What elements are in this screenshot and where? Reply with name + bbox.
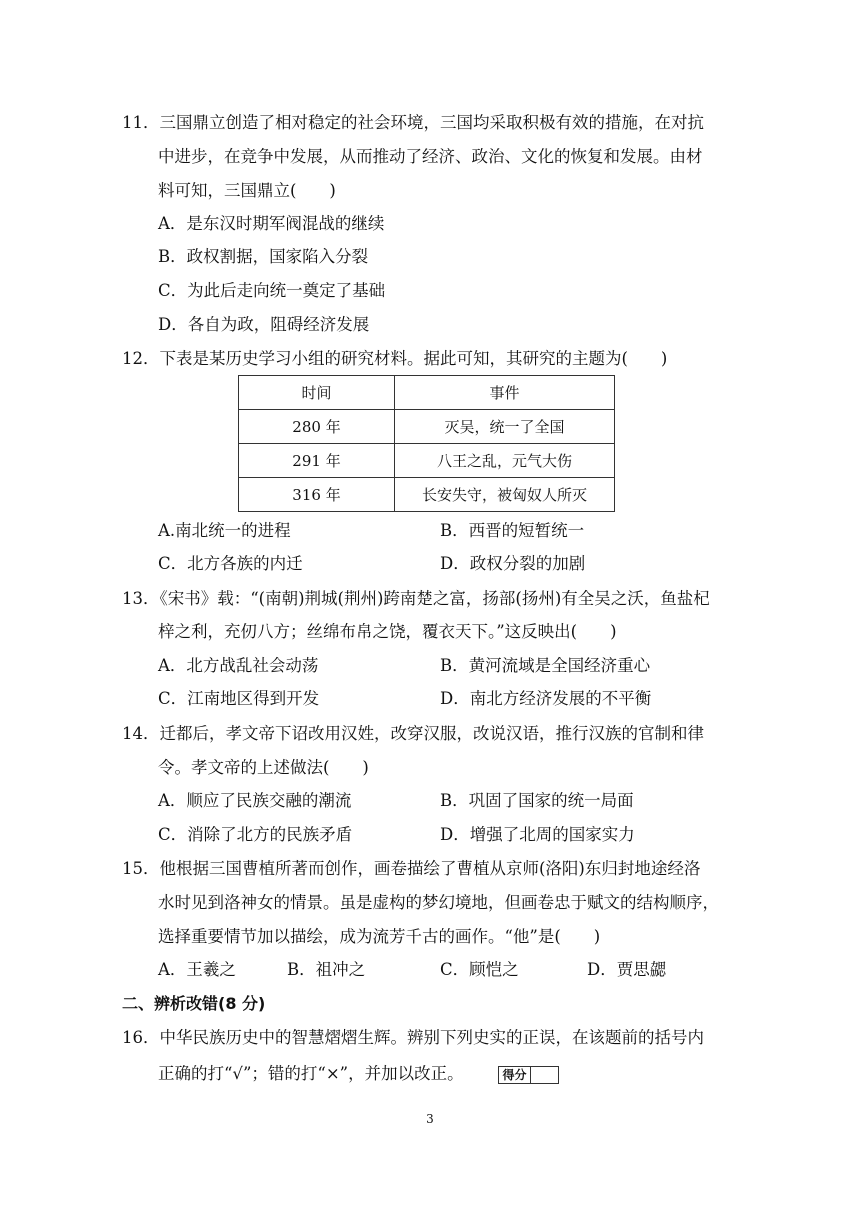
score-label: 得分 [499,1067,531,1083]
q15-stem-line2: 水时见到洛神女的情景。虽是虚构的梦幻境地，但画卷忠于赋文的结构顺序， [158,893,719,912]
q14-option-a[interactable]: A．顺应了民族交融的潮流 [158,791,352,810]
q12-option-b[interactable]: B．西晋的短暂统一 [440,521,585,540]
q14-stem-line1: 14．迁都后，孝文帝下诏改用汉姓，改穿汉服，改说汉语，推行汉族的官制和律 [122,724,704,743]
q12-option-a[interactable]: A.南北统一的进程 [158,521,291,540]
score-input-area[interactable] [531,1067,558,1083]
table-row [239,478,615,512]
score-box[interactable] [498,1066,559,1084]
q14-option-b[interactable]: B．巩固了国家的统一局面 [440,791,634,810]
q13-option-a[interactable]: A．北方战乱社会动荡 [158,656,319,675]
q14-option-d[interactable]: D．增强了北周的国家实力 [440,825,635,844]
table-header-event: 事件 [395,376,615,410]
q11-stem-line3: 料可知，三国鼎立( ) [158,181,336,200]
q13-option-c[interactable]: C．江南地区得到开发 [158,689,320,708]
q15-option-c[interactable]: C．顾恺之 [440,960,519,979]
q15-option-d[interactable]: D．贾思勰 [587,960,667,979]
table-cell-year: 280 年 [239,410,395,444]
q14-option-c[interactable]: C．消除了北方的民族矛盾 [158,825,353,844]
table-header-row [239,376,615,410]
table-row [239,410,615,444]
q13-stem-line1: 13．《宋书》载：“(南朝)荆城(荆州)跨南楚之富，扬部(扬州)有全吴之沃，鱼盐杞 [122,589,710,608]
q11-option-b[interactable]: B．政权割据，国家陷入分裂 [158,247,369,266]
table-cell-year: 316 年 [239,478,395,512]
q15-stem-line1: 15．他根据三国曹植所著而创作，画卷描绘了曹植从京师(洛阳)东归封地途经洛 [122,859,701,878]
q12-option-d[interactable]: D．政权分裂的加剧 [440,554,586,573]
table-row [239,444,615,478]
q16-stem-line2: 正确的打“√”；错的打“×”，并加以改正。 [158,1064,464,1083]
page-number: 3 [426,1112,434,1126]
q11-option-a[interactable]: A．是东汉时期军阀混战的继续 [158,214,385,233]
q15-option-b[interactable]: B．祖冲之 [287,960,366,979]
table-cell-year: 291 年 [239,444,395,478]
q12-stem-line1: 12．下表是某历史学习小组的研究材料。据此可知，其研究的主题为( ) [122,349,668,368]
table-cell-event: 灭吴，统一了全国 [395,410,615,444]
q16-stem-line1: 16．中华民族历史中的智慧熠熠生辉。辨别下列史实的正误，在该题前的括号内 [122,1028,704,1047]
q11-option-d[interactable]: D．各自为政，阻碍经济发展 [158,315,370,334]
q13-option-b[interactable]: B．黄河流域是全国经济重心 [440,656,651,675]
q13-option-d[interactable]: D．南北方经济发展的不平衡 [440,689,652,708]
section-title: 二、辨析改错(8 分) [122,994,266,1013]
table-cell-event: 八王之乱，元气大伤 [395,444,615,478]
table-cell-event: 长安失守，被匈奴人所灭 [395,478,615,512]
q14-stem-line2: 令。孝文帝的上述做法( ) [158,758,369,777]
table-header-time: 时间 [239,376,395,410]
q11-stem-line1: 11．三国鼎立创造了相对稳定的社会环境，三国均采取积极有效的措施，在对抗 [122,113,704,132]
q12-event-table [238,375,615,512]
q15-option-a[interactable]: A．王羲之 [158,960,236,979]
q11-option-c[interactable]: C．为此后走向统一奠定了基础 [158,281,386,300]
q12-option-c[interactable]: C．北方各族的内迁 [158,554,303,573]
q15-stem-line3: 选择重要情节加以描绘，成为流芳千古的画作。“他”是( ) [158,927,601,946]
q11-stem-line2: 中进步，在竞争中发展，从而推动了经济、政治、文化的恢复和发展。由材 [158,147,703,166]
q13-stem-line2: 梓之利，充仞八方；丝绵布帛之饶，覆衣天下。”这反映出( ) [158,622,617,641]
